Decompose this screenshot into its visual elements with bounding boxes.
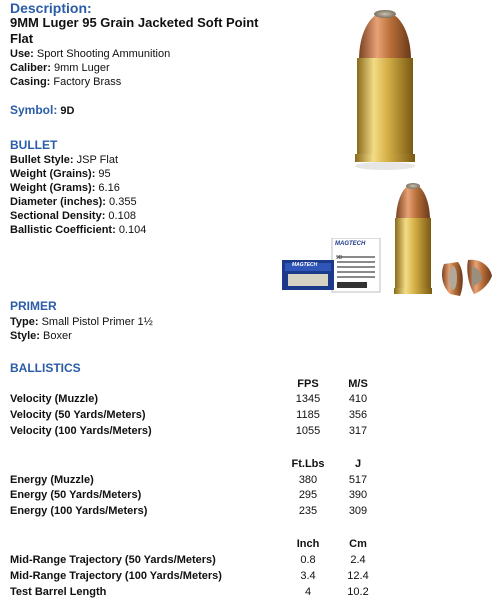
- use-field: [10, 47, 170, 61]
- velocity-50-fps: 1185: [296, 409, 320, 421]
- cm-column-header: Cm: [349, 538, 367, 550]
- casing-value: Factory Brass: [53, 76, 122, 88]
- inch-column-header: Inch: [296, 538, 320, 550]
- primer-type-label: Type:: [10, 316, 39, 328]
- ballistic-coefficient-label: Ballistic Coefficient:: [10, 224, 116, 236]
- ftlbs-column-header: Ft.Lbs: [291, 458, 325, 470]
- cartridge-image: [345, 2, 425, 172]
- sectional-density-label: Sectional Density:: [10, 210, 106, 222]
- bullet-style-value: JSP Flat: [76, 154, 119, 166]
- velocity-muzzle-fps: 1345: [295, 393, 321, 405]
- velocity-100-label: Velocity (100 Yards/Meters): [10, 425, 152, 437]
- box-small-brand-label: MAGTECH: [292, 262, 318, 268]
- energy-50-label: Energy (50 Yards/Meters): [10, 489, 142, 501]
- casing-label: Casing:: [10, 76, 51, 88]
- velocity-muzzle-label: Velocity (Muzzle): [10, 393, 99, 405]
- barrel-length-label: Test Barrel Length: [10, 586, 107, 598]
- ballistic-coefficient-value: 0.104: [118, 224, 147, 236]
- energy-muzzle-label: Energy (Muzzle): [10, 474, 94, 486]
- bullet-style-field: [10, 153, 118, 167]
- casing-field: [10, 75, 121, 89]
- trajectory-100-label: Mid-Range Trajectory (100 Yards/Meters): [10, 570, 222, 582]
- primer-type-field: [10, 315, 153, 329]
- primer-type-value: Small Pistol Primer 1½: [41, 316, 153, 328]
- primer-heading: PRIMER: [10, 299, 57, 313]
- primer-style-label: Style:: [10, 330, 40, 342]
- diameter-value: 0.355: [109, 196, 137, 208]
- weight-grains-value: 95: [98, 168, 111, 180]
- diameter-field: [10, 195, 137, 209]
- use-label: Use:: [10, 48, 34, 60]
- barrel-length-cm: 10.2: [347, 586, 369, 598]
- energy-50-ftlbs: 295: [298, 489, 318, 501]
- energy-100-label: Energy (100 Yards/Meters): [10, 505, 148, 517]
- energy-muzzle-j: 517: [348, 474, 368, 486]
- trajectory-50-label: Mid-Range Trajectory (50 Yards/Meters): [10, 554, 216, 566]
- symbol-value: 9D: [60, 105, 75, 117]
- energy-50-j: 390: [348, 489, 368, 501]
- trajectory-50-cm: 2.4: [350, 554, 366, 566]
- recovered-bullet-image: [438, 256, 494, 298]
- symbol-field: [10, 103, 74, 118]
- velocity-100-fps: 1055: [295, 425, 321, 437]
- energy-muzzle-ftlbs: 380: [298, 474, 318, 486]
- ms-column-header: M/S: [348, 378, 368, 390]
- box-brand-label: MAGTECH: [335, 241, 366, 247]
- sectional-density-value: 0.108: [108, 210, 136, 222]
- velocity-100-ms: 317: [348, 425, 368, 437]
- caliber-field: [10, 61, 110, 75]
- bullet-style-label: Bullet Style:: [10, 154, 74, 166]
- fps-column-header: FPS: [297, 378, 319, 390]
- weight-grams-label: Weight (Grams):: [10, 182, 96, 194]
- primer-style-field: [10, 329, 72, 343]
- velocity-50-label: Velocity (50 Yards/Meters): [10, 409, 146, 421]
- ballistics-heading: BALLISTICS: [10, 361, 81, 375]
- caliber-label: Caliber:: [10, 62, 51, 74]
- weight-grains-field: [10, 167, 111, 181]
- trajectory-100-cm: 12.4: [347, 570, 369, 582]
- sectional-density-field: [10, 209, 136, 223]
- use-value: Sport Shooting Ammunition: [36, 48, 171, 60]
- bullet-heading: BULLET: [10, 138, 58, 152]
- barrel-length-inch: 4: [304, 586, 312, 598]
- trajectory-50-inch: 0.8: [300, 554, 316, 566]
- caliber-value: 9mm Luger: [54, 62, 110, 74]
- velocity-muzzle-ms: 410: [348, 393, 368, 405]
- energy-100-ftlbs: 235: [298, 505, 318, 517]
- description-heading: Description:: [10, 0, 92, 16]
- weight-grams-value: 6.16: [98, 182, 120, 194]
- energy-100-j: 309: [348, 505, 368, 517]
- box-code-label: 9D: [336, 255, 343, 261]
- joule-column-header: J: [354, 458, 362, 470]
- velocity-50-ms: 356: [348, 409, 368, 421]
- weight-grams-field: [10, 181, 120, 195]
- primer-style-value: Boxer: [43, 330, 72, 342]
- symbol-label: Symbol:: [10, 103, 58, 117]
- diameter-label: Diameter (inches):: [10, 196, 106, 208]
- trajectory-100-inch: 3.4: [300, 570, 316, 582]
- ballistic-coefficient-field: [10, 223, 146, 237]
- weight-grains-label: Weight (Grains):: [10, 168, 96, 180]
- product-title: 9MM Luger 95 Grain Jacketed Soft Point Flat: [10, 15, 259, 46]
- small-cartridge-image: [388, 180, 438, 298]
